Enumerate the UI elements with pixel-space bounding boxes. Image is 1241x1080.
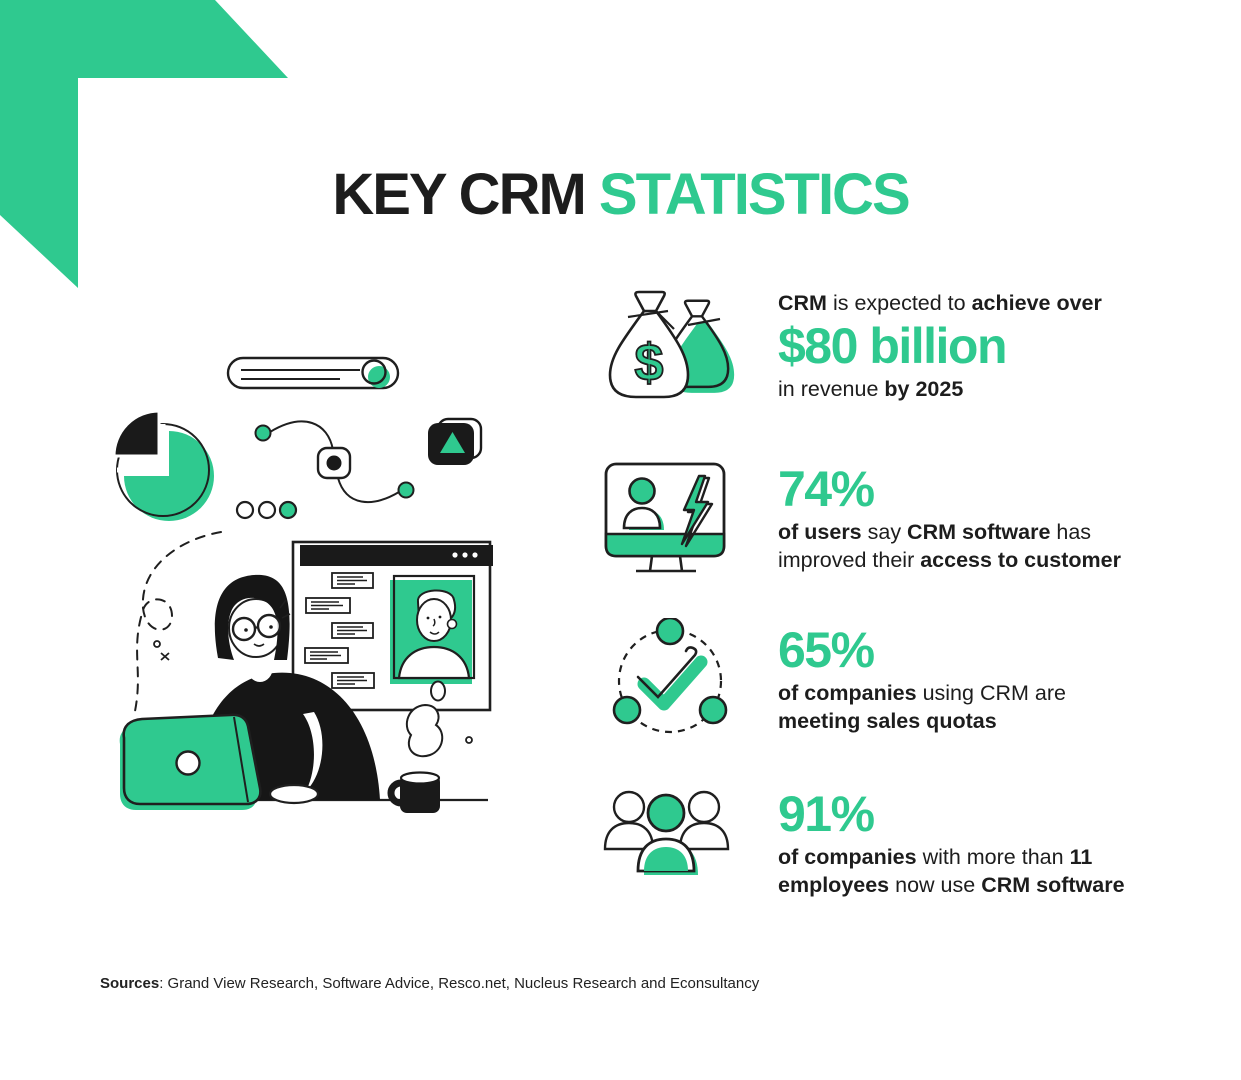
stat-description-line: of companies with more than 11 [778, 845, 1093, 869]
title-black-part: KEY CRM [332, 161, 599, 227]
coffee-mug-graphic [391, 773, 440, 814]
stat-value: 91% [778, 786, 874, 842]
stat-value: 74% [778, 461, 874, 517]
stat-description-line: of companies using CRM are [778, 681, 1066, 705]
monitor-user-bolt-icon [598, 458, 733, 578]
stat-description-line: in revenue by 2025 [778, 377, 964, 401]
circle-check-icon [603, 618, 738, 744]
stat-text-quotas [778, 622, 1218, 735]
people-group-icon [598, 783, 735, 895]
stat-description-line: meeting sales quotas [778, 709, 997, 733]
stat-text-adoption [778, 786, 1218, 899]
stat-description-line: improved their access to customer [778, 548, 1121, 572]
title-green-part: STATISTICS [598, 161, 909, 227]
stat-value: $80 billion [778, 318, 1007, 374]
stat-text-access [778, 461, 1218, 574]
pie-chart-graphic [114, 411, 214, 521]
corner-accent-icon [0, 0, 290, 290]
play-button-graphic [428, 419, 481, 465]
stat-headline: CRM is expected to achieve over [778, 291, 1102, 315]
stat-value: 65% [778, 622, 874, 678]
stat-description-line: employees now use CRM software [778, 873, 1125, 897]
dashed-squiggle [134, 532, 221, 716]
node-path-graphic [256, 422, 414, 503]
three-dots-graphic [237, 502, 296, 518]
avatar-card [390, 576, 474, 684]
stat-description-line: of users say CRM software has [778, 520, 1092, 544]
search-bar-graphic [228, 358, 398, 388]
workspace-illustration [88, 326, 533, 826]
page-title [0, 163, 1241, 227]
stat-text-revenue [778, 289, 1218, 403]
sources-line: Sources: Grand View Research, Software Advice, Resco.net, Nucleus Research and Econsultancy [100, 975, 760, 992]
money-bags-icon [600, 285, 735, 405]
svg-text:$: $ [634, 334, 664, 392]
